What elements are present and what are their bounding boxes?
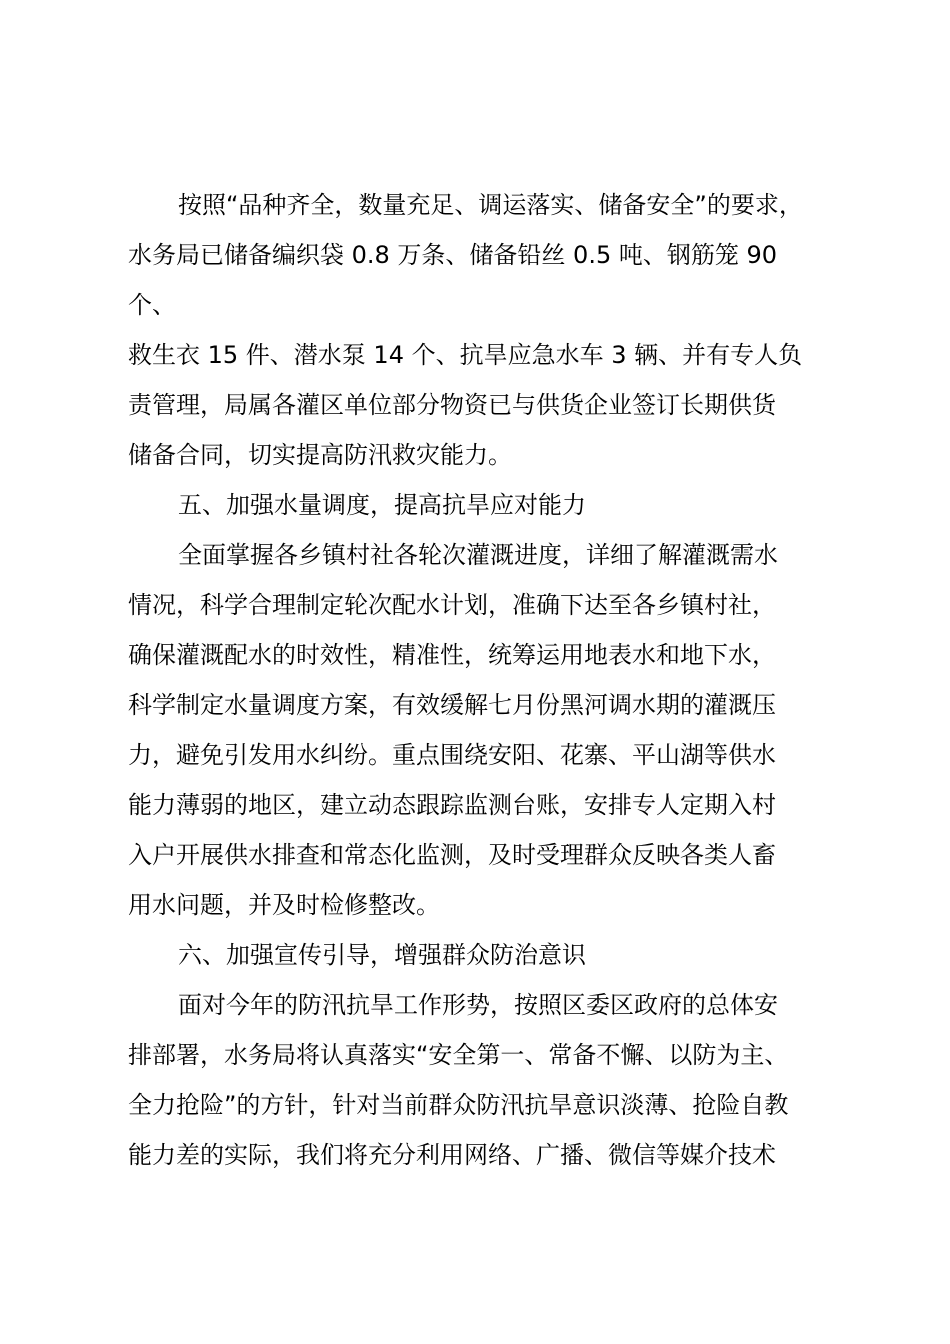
paragraph-line: 储备合同，切实提高防汛救灾能力。 bbox=[128, 441, 512, 469]
paragraph-line: 水务局已储备编织袋 0.8 万条、储备铅丝 0.5 吨、钢筋笼 90 bbox=[128, 241, 778, 269]
section-heading: 六、加强宣传引导，增强群众防治意识 bbox=[178, 941, 586, 969]
paragraph-line: 全力抢险”的方针，针对当前群众防汛抗旱意识淡薄、抢险自教 bbox=[128, 1091, 789, 1119]
paragraph-line: 责管理，局属各灌区单位部分物资已与供货企业签订长期供货 bbox=[128, 391, 776, 419]
paragraph-line: 力，避免引发用水纠纷。重点围绕安阳、花寨、平山湖等供水 bbox=[128, 741, 776, 769]
paragraph-line: 全面掌握各乡镇村社各轮次灌溉进度，详细了解灌溉需水 bbox=[178, 541, 778, 569]
paragraph-line: 用水问题，并及时检修整改。 bbox=[128, 891, 440, 919]
paragraph-line: 排部署，水务局将认真落实“安全第一、常备不懈、以防为主、 bbox=[128, 1041, 789, 1069]
paragraph-line: 情况，科学合理制定轮次配水计划，准确下达至各乡镇村社， bbox=[128, 591, 776, 619]
paragraph-line: 确保灌溉配水的时效性，精准性，统筹运用地表水和地下水， bbox=[128, 641, 776, 669]
paragraph-line: 能力薄弱的地区，建立动态跟踪监测台账，安排专人定期入村 bbox=[128, 791, 776, 819]
paragraph-line: 面对今年的防汛抗旱工作形势，按照区委区政府的总体安 bbox=[178, 991, 778, 1019]
section-heading: 五、加强水量调度，提高抗旱应对能力 bbox=[178, 491, 586, 519]
paragraph-line: 救生衣 15 件、潜水泵 14 个、抗旱应急水车 3 辆、并有专人负 bbox=[128, 341, 803, 369]
paragraph-line: 按照“品种齐全，数量充足、调运落实、储备安全”的要求， bbox=[178, 191, 803, 219]
paragraph-line: 科学制定水量调度方案，有效缓解七月份黑河调水期的灌溉压 bbox=[128, 691, 776, 719]
paragraph-line: 能力差的实际，我们将充分利用网络、广播、微信等媒介技术 bbox=[128, 1141, 776, 1169]
paragraph-line: 入户开展供水排查和常态化监测，及时受理群众反映各类人畜 bbox=[128, 841, 776, 869]
document-body bbox=[128, 180, 848, 1180]
paragraph-line: 个、 bbox=[128, 291, 176, 319]
